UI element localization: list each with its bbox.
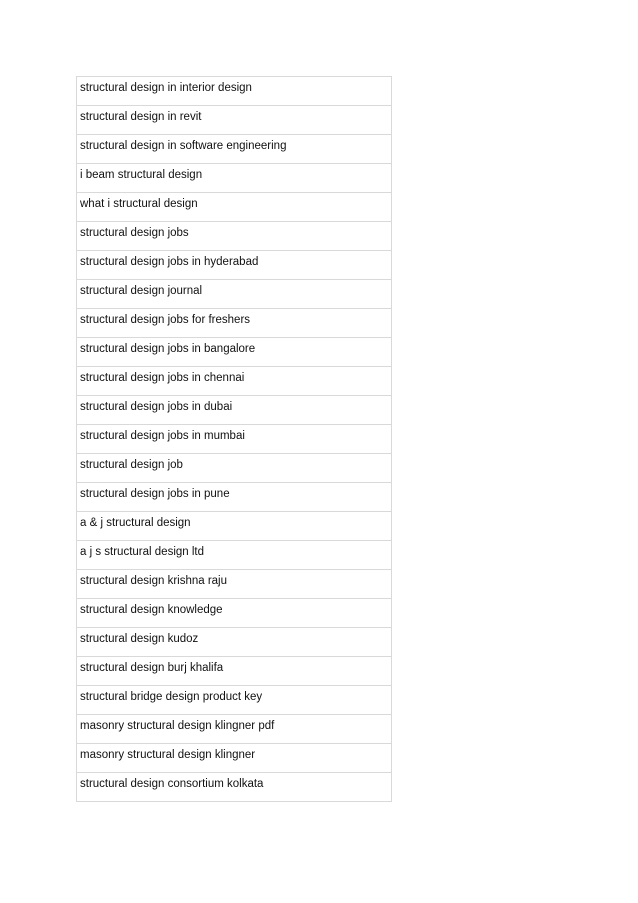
table-row [77, 164, 391, 193]
keyword-table [76, 76, 392, 802]
table-cell: structural design jobs in dubai [80, 401, 233, 413]
table-cell: structural design journal [80, 285, 203, 297]
table-cell: structural design jobs [80, 227, 189, 239]
table-row [77, 367, 391, 396]
table-row [77, 541, 391, 570]
table-row [77, 570, 391, 599]
table-row [77, 338, 391, 367]
table-cell: a j s structural design ltd [80, 546, 205, 558]
table-cell: structural design jobs for freshers [80, 314, 251, 326]
table-row [77, 483, 391, 512]
table-cell: structural design consortium kolkata [80, 778, 264, 790]
table-cell: i beam structural design [80, 169, 203, 181]
table-row [77, 77, 391, 106]
table-row [77, 396, 391, 425]
table-cell: structural design knowledge [80, 604, 223, 616]
table-row [77, 193, 391, 222]
table-cell: masonry structural design klingner [80, 749, 256, 761]
table-row [77, 251, 391, 280]
table-cell: structural design jobs in pune [80, 488, 230, 500]
table-cell: structural design in software engineering [80, 140, 287, 152]
table-cell: structural design job [80, 459, 183, 471]
table-row [77, 599, 391, 628]
table-cell: structural design burj khalifa [80, 662, 224, 674]
table-row [77, 744, 391, 773]
table-row [77, 222, 391, 251]
table-cell: structural design krishna raju [80, 575, 228, 587]
table-row [77, 715, 391, 744]
table-cell: structural design in interior design [80, 82, 252, 94]
table-row [77, 686, 391, 715]
table-row [77, 454, 391, 483]
table-cell: structural design in revit [80, 111, 202, 123]
table-cell: a & j structural design [80, 517, 191, 529]
table-cell: structural bridge design product key [80, 691, 263, 703]
table-cell: masonry structural design klingner pdf [80, 720, 275, 732]
table-cell: structural design kudoz [80, 633, 199, 645]
table-row [77, 309, 391, 338]
table-row [77, 106, 391, 135]
table-cell: structural design jobs in hyderabad [80, 256, 259, 268]
table-cell: structural design jobs in chennai [80, 372, 245, 384]
table-cell: structural design jobs in bangalore [80, 343, 256, 355]
table-row [77, 512, 391, 541]
table-cell: what i structural design [80, 198, 198, 210]
table-row [77, 425, 391, 454]
table-row [77, 773, 391, 802]
table-cell: structural design jobs in mumbai [80, 430, 245, 442]
table-row [77, 135, 391, 164]
table-row [77, 280, 391, 309]
table-row [77, 657, 391, 686]
table-row [77, 628, 391, 657]
